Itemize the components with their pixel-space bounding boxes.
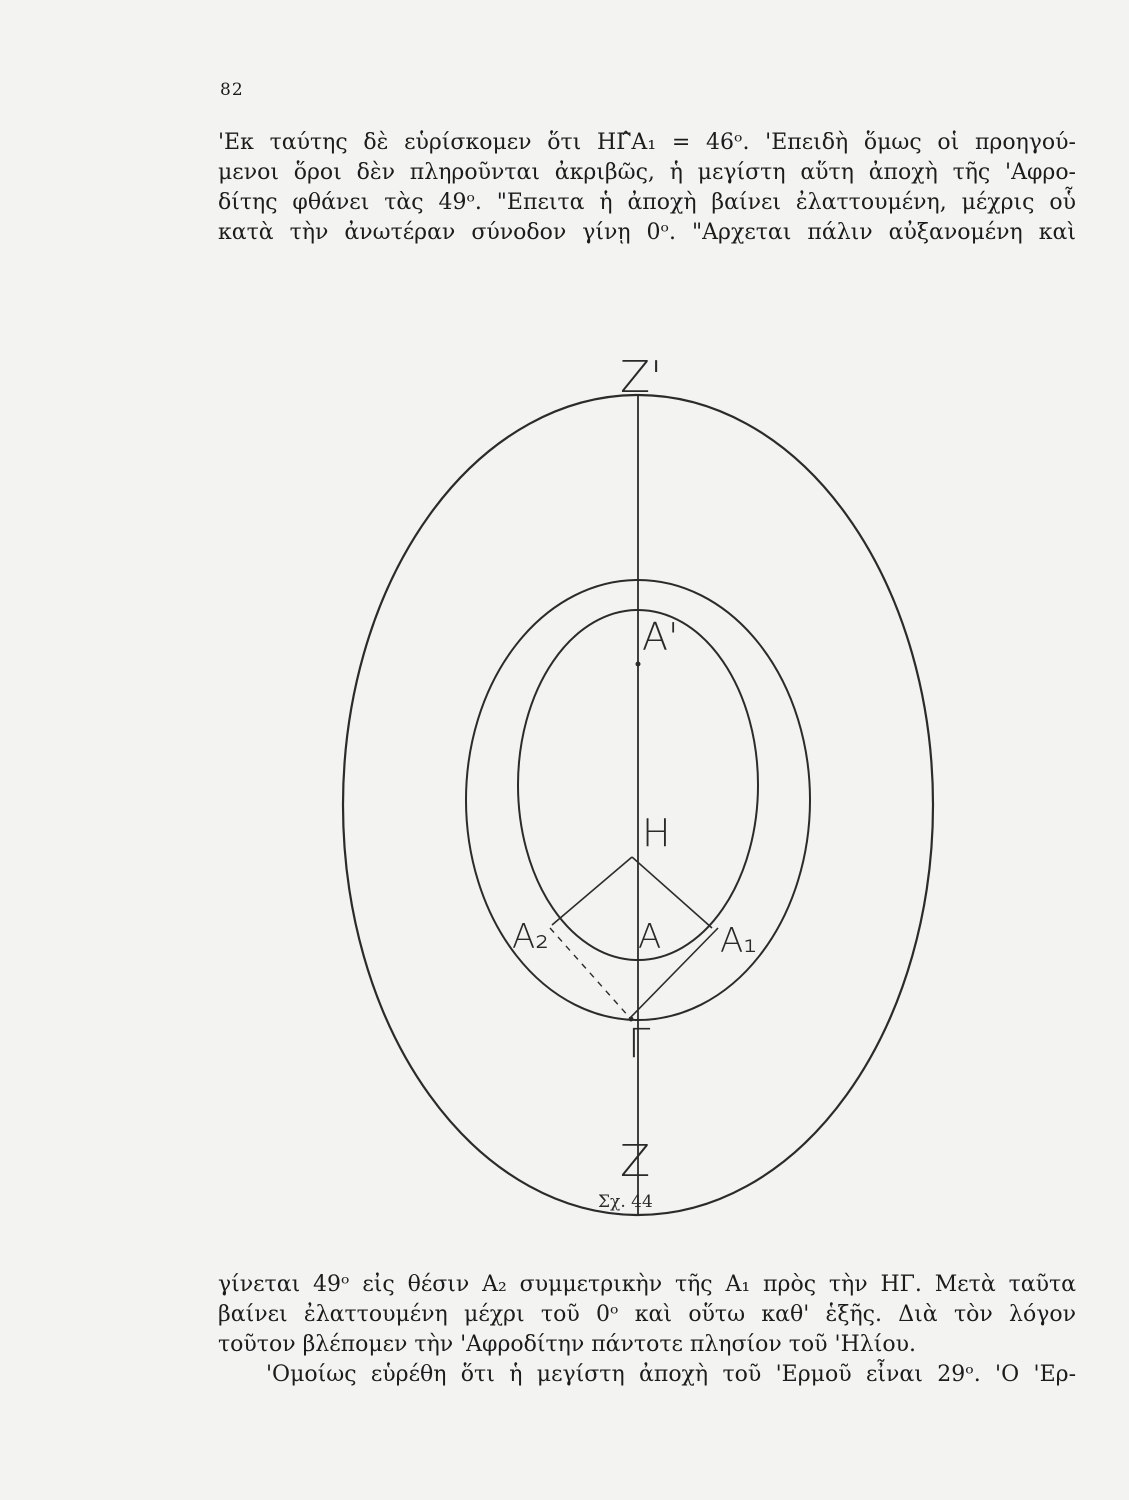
point-a-prime <box>636 662 641 667</box>
label-z-prime: Z' <box>620 352 663 403</box>
text-line: 'Εκ ταύτης δὲ εὑρίσκομεν ὅτι ΗΓ̂Α₁ = 46ᵒ. 'Επειδὴ ὅμως οἱ προηγού- <box>218 130 1076 155</box>
dashed-line-a2-gamma <box>550 928 630 1018</box>
label-a: A <box>638 917 662 957</box>
bottom-paragraph <box>218 1270 1076 1390</box>
line-h-a2 <box>552 857 632 925</box>
text-line: 'Ομοίως εὑρέθη ὅτι ἡ μεγίστη ἀποχὴ τοῦ 'Ερμοῦ εἶναι 29ᵒ. 'Ο 'Ερ- <box>266 1362 1076 1387</box>
label-a1: A₁ <box>720 921 757 961</box>
text-line: δίτης φθάνει τὰς 49ᵒ. "Επειτα ἡ ἀποχὴ βαίνει ἐλαττουμένη, μέχρις οὗ <box>218 190 1076 215</box>
top-paragraph <box>218 128 1076 248</box>
text-line: τοῦτον βλέπομεν τὴν 'Αφροδίτην πάντοτε πλησίον τοῦ 'Ηλίου. <box>218 1332 916 1357</box>
orbit-diagram <box>320 340 960 1230</box>
label-a2: A₂ <box>512 917 549 957</box>
figure-caption: Σχ. 44 <box>598 1192 653 1212</box>
label-z: Z <box>620 1136 651 1187</box>
text-line: βαίνει ἐλαττουμένη μέχρι τοῦ 0ᵒ καὶ οὕτω καθ' ἑξῆς. Διὰ τὸν λόγον <box>218 1302 1076 1327</box>
label-gamma: Γ <box>628 1021 651 1067</box>
text-line: κατὰ τὴν ἀνωτέραν σύνοδον γίνῃ 0ᵒ. "Αρχεται πάλιν αὐξανομένη καὶ <box>218 220 1076 245</box>
figure-44 <box>320 340 960 1230</box>
page-number: 82 <box>220 80 244 100</box>
text-line: γίνεται 49ᵒ εἰς θέσιν Α₂ συμμετρικὴν τῆς Α₁ πρὸς τὴν ΗΓ. Μετὰ ταῦτα <box>218 1272 1076 1297</box>
label-h: H <box>642 811 671 855</box>
text-line: μενοι ὅροι δὲν πληροῦνται ἀκριβῶς, ἡ μεγίστη αὕτη ἀποχὴ τῆς 'Αφρο- <box>218 160 1076 185</box>
label-a-prime: A' <box>642 615 679 659</box>
